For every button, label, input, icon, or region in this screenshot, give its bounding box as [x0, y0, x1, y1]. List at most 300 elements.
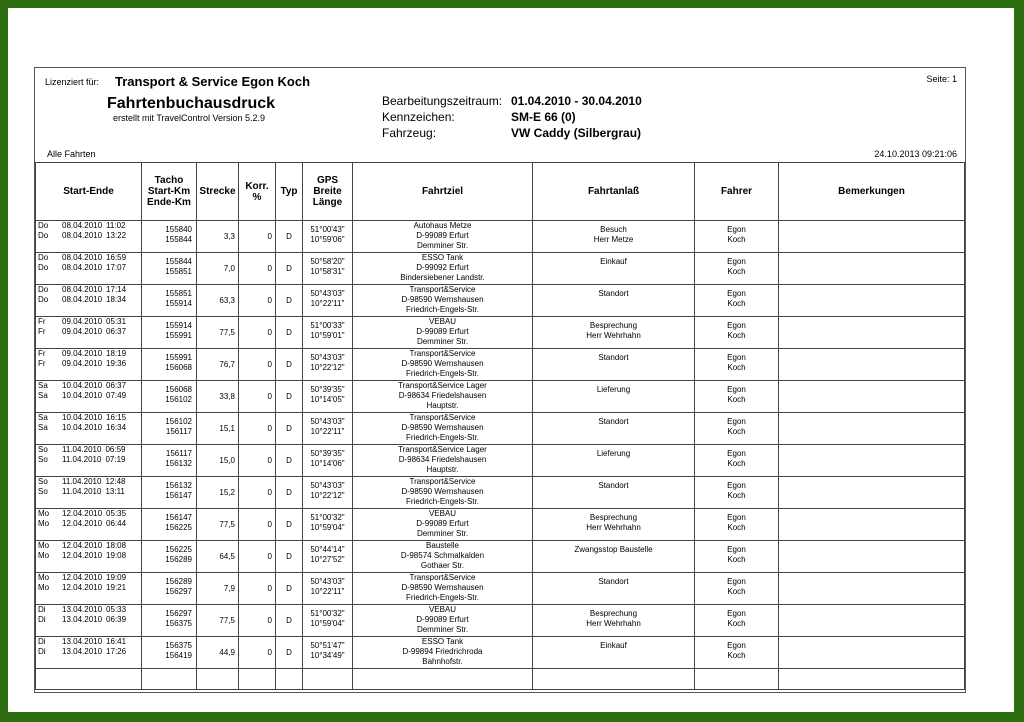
cell-fahrtanlass: [533, 605, 695, 637]
cell-gps: [303, 637, 353, 669]
col-bemerkungen: Bemerkungen: [779, 163, 965, 221]
cell-fahrtanlass: [533, 637, 695, 669]
weekday-start: Fr: [38, 349, 46, 358]
date-start: 11.04.2010: [62, 477, 102, 486]
ziel-street: Friedrich-Engels-Str.: [406, 433, 479, 442]
weekday-end: Do: [38, 263, 49, 272]
cell-fahrer: [695, 445, 779, 477]
table-row: [36, 445, 965, 477]
cell-fahrer: [695, 317, 779, 349]
anlass-contact: Herr Metze: [593, 235, 634, 244]
ziel-city: D-99089 Erfurt: [416, 327, 469, 336]
cell-bemerkungen: [779, 509, 965, 541]
cell-start-ende: [36, 541, 142, 573]
table-row: [36, 413, 965, 445]
cell-fahrtziel: [353, 573, 533, 605]
km-start: 155851: [165, 289, 192, 298]
anlass-contact: Herr Wehrhahn: [586, 331, 641, 340]
cell-start-ende: [36, 317, 142, 349]
cell-fahrtziel: [353, 285, 533, 317]
ziel-name: Baustelle: [426, 541, 459, 550]
anlass-reason: Lieferung: [596, 385, 631, 394]
cell-fahrtanlass: [533, 509, 695, 541]
fahrer-first: Egon: [727, 577, 746, 586]
time-end: 16:34: [106, 423, 127, 432]
cell-strecke: 77,5: [197, 317, 239, 349]
ziel-street: Bindersiebener Landstr.: [400, 273, 485, 282]
ziel-name: Transport&Service: [409, 477, 476, 486]
cell-fahrtanlass: [533, 349, 695, 381]
km-end: 155851: [165, 267, 192, 276]
time-start: 12:48: [105, 477, 126, 486]
cell-typ: D: [276, 477, 303, 509]
cell-fahrtziel: [353, 413, 533, 445]
km-end: 155914: [165, 299, 192, 308]
col-korr: Korr. %: [239, 163, 276, 221]
ziel-name: ESSO Tank: [421, 253, 464, 262]
ziel-street: Demminer Str.: [416, 337, 469, 346]
weekday-start: Do: [38, 285, 49, 294]
cell-strecke: 7,0: [197, 253, 239, 285]
cell-fahrer: [695, 349, 779, 381]
col-fahrtanlass: Fahrtanlaß: [533, 163, 695, 221]
date-end: 08.04.2010: [62, 231, 103, 240]
anlass-contact: [533, 555, 694, 565]
col-fahrer: Fahrer: [695, 163, 779, 221]
cell-fahrtanlass: [533, 445, 695, 477]
report-title: Fahrtenbuchausdruck: [107, 95, 276, 112]
cell-korr: 0: [239, 541, 276, 573]
ziel-street: Friedrich-Engels-Str.: [406, 497, 479, 506]
cell-km: [142, 349, 197, 381]
date-end: 12.04.2010: [62, 551, 103, 560]
cell-korr: 0: [239, 349, 276, 381]
anlass-contact: Herr Wehrhahn: [586, 619, 641, 628]
table-row: [36, 317, 965, 349]
cell-gps: [303, 541, 353, 573]
print-timestamp: 24.10.2013 09:21:06: [874, 149, 957, 159]
date-end: 08.04.2010: [62, 295, 103, 304]
cell-km: [142, 317, 197, 349]
gps-lon: 10°34'49": [310, 651, 345, 660]
time-end: 13:11: [105, 487, 125, 496]
cell-fahrer: [695, 477, 779, 509]
cell-strecke: 44,9: [197, 637, 239, 669]
time-end: 17:07: [106, 263, 127, 272]
fahrer-first: Egon: [727, 385, 746, 394]
ziel-city: D-98634 Friedelshausen: [398, 455, 487, 464]
vehicle-value: VW Caddy (Silbergrau): [511, 126, 642, 140]
report-subtitle: erstellt mit TravelControl Version 5.2.9: [113, 113, 266, 123]
fahrer-last: Koch: [727, 651, 746, 660]
table-row: [36, 509, 965, 541]
cell-fahrtanlass: [533, 221, 695, 253]
ziel-street: Friedrich-Engels-Str.: [406, 369, 479, 378]
fahrer-last: Koch: [727, 619, 746, 628]
cell-km: [142, 381, 197, 413]
ziel-name: ESSO Tank: [421, 637, 464, 646]
ziel-city: D-98590 Wernshausen: [401, 295, 484, 304]
km-start: 156068: [165, 385, 192, 394]
gps-lat: 50°43'03": [310, 289, 345, 298]
time-start: 05:31: [106, 317, 127, 326]
km-start: 156117: [165, 449, 192, 458]
gps-lon: 10°27'52": [310, 555, 345, 564]
cell-bemerkungen: [779, 381, 965, 413]
fahrer-last: Koch: [727, 587, 746, 596]
table-row: [36, 605, 965, 637]
ziel-name: Transport&Service: [409, 413, 476, 422]
anlass-reason: Besprechung: [589, 513, 638, 522]
anlass-contact: [533, 267, 694, 277]
cell-start-ende: [36, 381, 142, 413]
ziel-name: Autohaus Metze: [413, 221, 472, 230]
time-end: 07:19: [105, 455, 126, 464]
ziel-street: Bahnhofstr.: [422, 657, 463, 666]
cell-fahrer: [695, 605, 779, 637]
table-row-empty: [36, 669, 965, 690]
km-end: 156297: [165, 587, 192, 596]
ziel-city: D-99089 Erfurt: [416, 615, 469, 624]
cell-fahrtanlass: [533, 573, 695, 605]
gps-lon: 10°22'11": [310, 299, 345, 308]
weekday-end: Mo: [38, 583, 50, 592]
time-start: 05:35: [106, 509, 127, 518]
cell-km: [142, 541, 197, 573]
time-end: 19:36: [106, 359, 127, 368]
ziel-city: D-98590 Wernshausen: [401, 359, 484, 368]
fahrer-first: Egon: [727, 513, 746, 522]
ziel-name: Transport&Service Lager: [398, 381, 487, 390]
gps-lon: 10°22'12": [310, 491, 345, 500]
table-row: [36, 349, 965, 381]
anlass-reason: Standort: [598, 417, 629, 426]
vehicle-label: Fahrzeug:: [382, 126, 437, 140]
weekday-end: Do: [38, 231, 49, 240]
cell-gps: [303, 285, 353, 317]
weekday-start: Sa: [38, 381, 48, 390]
anlass-reason: Standort: [598, 577, 629, 586]
ziel-city: D-98590 Wernshausen: [401, 583, 484, 592]
gps-lon: 10°22'11": [310, 427, 345, 436]
cell-fahrtanlass: [533, 253, 695, 285]
gps-lat: 51°00'43": [310, 225, 345, 234]
km-start: 155840: [165, 225, 192, 234]
weekday-end: Fr: [38, 327, 46, 336]
time-end: 13:22: [106, 231, 127, 240]
fahrer-first: Egon: [727, 321, 746, 330]
time-start: 11:02: [106, 221, 126, 230]
cell-typ: D: [276, 285, 303, 317]
cell-km: [142, 477, 197, 509]
date-end: 11.04.2010: [62, 487, 102, 496]
table-row: [36, 541, 965, 573]
ziel-street: Hauptstr.: [426, 465, 459, 474]
cell-gps: [303, 413, 353, 445]
cell-bemerkungen: [779, 285, 965, 317]
date-start: 10.04.2010: [62, 413, 103, 422]
weekday-start: Do: [38, 253, 49, 262]
table-header-row: [36, 163, 965, 221]
period-label: Bearbeitungszeitraum:: [382, 94, 503, 108]
gps-lat: 50°43'03": [310, 577, 345, 586]
date-end: 12.04.2010: [62, 519, 103, 528]
cell-bemerkungen: [779, 221, 965, 253]
km-start: 155844: [165, 257, 192, 266]
cell-typ: D: [276, 349, 303, 381]
weekday-start: So: [38, 445, 48, 454]
cell-gps: [303, 509, 353, 541]
license-label: Lizenziert für:: [45, 77, 100, 87]
ziel-street: Demminer Str.: [416, 625, 469, 634]
km-start: 156375: [165, 641, 192, 650]
ziel-street: Friedrich-Engels-Str.: [406, 593, 479, 602]
ziel-city: D-99089 Erfurt: [416, 519, 469, 528]
cell-korr: 0: [239, 253, 276, 285]
plate-label: Kennzeichen:: [382, 110, 455, 124]
cell-start-ende: [36, 349, 142, 381]
cell-gps: [303, 221, 353, 253]
trip-log-table: [35, 162, 965, 690]
col-gps: GPS Breite Länge: [303, 163, 353, 221]
ziel-street: Gothaer Str.: [420, 561, 465, 570]
km-end: 156068: [165, 363, 192, 372]
cell-fahrer: [695, 637, 779, 669]
date-start: 12.04.2010: [62, 573, 103, 582]
fahrer-first: Egon: [727, 545, 746, 554]
ziel-name: Transport&Service: [409, 573, 476, 582]
cell-bemerkungen: [779, 445, 965, 477]
cell-strecke: 63,3: [197, 285, 239, 317]
gps-lat: 50°51'47": [310, 641, 345, 650]
anlass-reason: Standort: [598, 353, 629, 362]
cell-fahrer: [695, 541, 779, 573]
ziel-city: D-99894 Friedrichroda: [402, 647, 483, 656]
cell-typ: D: [276, 605, 303, 637]
anlass-reason: Standort: [598, 481, 629, 490]
cell-fahrer: [695, 221, 779, 253]
cell-fahrtziel: [353, 637, 533, 669]
ziel-name: Transport&Service Lager: [398, 445, 487, 454]
weekday-start: So: [38, 477, 48, 486]
km-start: 156297: [165, 609, 192, 618]
date-end: 11.04.2010: [62, 455, 102, 464]
date-start: 11.04.2010: [62, 445, 102, 454]
time-end: 06:37: [106, 327, 127, 336]
time-start: 16:41: [106, 637, 127, 646]
cell-korr: 0: [239, 637, 276, 669]
anlass-reason: Lieferung: [596, 449, 631, 458]
cell-fahrtziel: [353, 381, 533, 413]
cell-fahrtziel: [353, 317, 533, 349]
anlass-contact: [533, 587, 694, 597]
gps-lat: 51°00'32": [310, 609, 345, 618]
date-start: 10.04.2010: [62, 381, 103, 390]
cell-gps: [303, 573, 353, 605]
cell-korr: 0: [239, 285, 276, 317]
ziel-name: Transport&Service: [409, 349, 476, 358]
anlass-contact: [533, 651, 694, 661]
gps-lat: 50°43'03": [310, 353, 345, 362]
cell-fahrer: [695, 413, 779, 445]
fahrer-last: Koch: [727, 523, 746, 532]
gps-lon: 10°59'01": [310, 331, 345, 340]
col-tacho: Tacho Start-Km Ende-Km: [142, 163, 197, 221]
cell-fahrtanlass: [533, 317, 695, 349]
cell-strecke: 15,1: [197, 413, 239, 445]
cell-strecke: 64,5: [197, 541, 239, 573]
cell-gps: [303, 605, 353, 637]
filter-label: Alle Fahrten: [47, 149, 96, 159]
fahrer-last: Koch: [727, 363, 746, 372]
km-end: 155991: [165, 331, 192, 340]
anlass-contact: [533, 459, 694, 469]
time-end: 06:44: [106, 519, 127, 528]
cell-bemerkungen: [779, 317, 965, 349]
time-end: 18:34: [106, 295, 127, 304]
gps-lon: 10°22'11": [310, 587, 345, 596]
cell-fahrtanlass: [533, 381, 695, 413]
weekday-start: Di: [38, 637, 46, 646]
cell-strecke: 7,9: [197, 573, 239, 605]
cell-bemerkungen: [779, 477, 965, 509]
cell-gps: [303, 349, 353, 381]
cell-korr: 0: [239, 221, 276, 253]
anlass-contact: Herr Wehrhahn: [586, 523, 641, 532]
cell-korr: 0: [239, 605, 276, 637]
gps-lat: 50°43'03": [310, 481, 345, 490]
cell-gps: [303, 477, 353, 509]
ziel-city: D-98634 Friedelshausen: [398, 391, 487, 400]
km-end: 156419: [165, 651, 192, 660]
date-start: 08.04.2010: [62, 221, 103, 230]
cell-typ: D: [276, 381, 303, 413]
cell-km: [142, 221, 197, 253]
weekday-start: Sa: [38, 413, 48, 422]
ziel-street: Demminer Str.: [416, 241, 469, 250]
weekday-start: Mo: [38, 541, 50, 550]
cell-bemerkungen: [779, 605, 965, 637]
cell-korr: 0: [239, 381, 276, 413]
paper-sheet: [8, 8, 1014, 712]
cell-fahrtanlass: [533, 413, 695, 445]
fahrer-last: Koch: [727, 459, 746, 468]
time-start: 17:14: [106, 285, 127, 294]
table-row: [36, 477, 965, 509]
cell-korr: 0: [239, 477, 276, 509]
date-start: 12.04.2010: [62, 509, 103, 518]
cell-bemerkungen: [779, 573, 965, 605]
km-start: 155991: [165, 353, 192, 362]
page-number: Seite: 1: [926, 74, 957, 84]
cell-gps: [303, 317, 353, 349]
time-start: 16:59: [106, 253, 127, 262]
gps-lon: 10°14'05": [310, 395, 345, 404]
gps-lon: 10°59'04": [310, 619, 345, 628]
table-row: [36, 285, 965, 317]
cell-fahrtziel: [353, 541, 533, 573]
cell-korr: 0: [239, 413, 276, 445]
weekday-end: Di: [38, 615, 46, 624]
date-end: 09.04.2010: [62, 359, 103, 368]
km-end: 156289: [165, 555, 192, 564]
fahrer-first: Egon: [727, 417, 746, 426]
table-row: [36, 253, 965, 285]
km-start: 156225: [165, 545, 192, 554]
fahrer-first: Egon: [727, 289, 746, 298]
cell-bemerkungen: [779, 413, 965, 445]
cell-strecke: 76,7: [197, 349, 239, 381]
km-end: 156132: [165, 459, 192, 468]
date-start: 08.04.2010: [62, 285, 103, 294]
weekday-end: Do: [38, 295, 49, 304]
period-value: 01.04.2010 - 30.04.2010: [511, 94, 642, 108]
date-start: 08.04.2010: [62, 253, 103, 262]
ziel-city: D-99089 Erfurt: [416, 231, 469, 240]
fahrer-last: Koch: [727, 331, 746, 340]
gps-lon: 10°59'06": [310, 235, 345, 244]
anlass-contact: [533, 491, 694, 501]
time-start: 18:08: [106, 541, 127, 550]
anlass-reason: Standort: [598, 289, 629, 298]
cell-km: [142, 413, 197, 445]
cell-gps: [303, 253, 353, 285]
cell-typ: D: [276, 317, 303, 349]
gps-lat: 51°00'32": [310, 513, 345, 522]
table-row: [36, 573, 965, 605]
cell-km: [142, 285, 197, 317]
gps-lon: 10°14'06": [310, 459, 345, 468]
cell-start-ende: [36, 285, 142, 317]
time-end: 19:21: [106, 583, 127, 592]
weekday-start: Di: [38, 605, 46, 614]
gps-lat: 50°43'03": [310, 417, 345, 426]
col-fahrtziel: Fahrtziel: [353, 163, 533, 221]
table-row: [36, 221, 965, 253]
gps-lat: 50°44'14": [310, 545, 345, 554]
cell-typ: D: [276, 573, 303, 605]
weekday-end: Di: [38, 647, 46, 656]
anlass-contact: [533, 299, 694, 309]
gps-lon: 10°22'12": [310, 363, 345, 372]
date-end: 12.04.2010: [62, 583, 103, 592]
cell-km: [142, 445, 197, 477]
anlass-contact: [533, 395, 694, 405]
km-start: 156132: [165, 481, 192, 490]
fahrer-last: Koch: [727, 395, 746, 404]
fahrer-first: Egon: [727, 449, 746, 458]
cell-bemerkungen: [779, 637, 965, 669]
anlass-reason: Besprechung: [589, 321, 638, 330]
ziel-city: D-98574 Schmalkalden: [400, 551, 485, 560]
cell-fahrer: [695, 509, 779, 541]
cell-fahrtziel: [353, 445, 533, 477]
cell-km: [142, 509, 197, 541]
km-end: 155844: [165, 235, 192, 244]
weekday-start: Do: [38, 221, 49, 230]
fahrer-first: Egon: [727, 609, 746, 618]
gps-lon: 10°58'31": [310, 267, 345, 276]
cell-fahrtziel: [353, 349, 533, 381]
fahrer-last: Koch: [727, 267, 746, 276]
col-start-ende: Start-Ende: [36, 163, 142, 221]
cell-fahrtziel: [353, 509, 533, 541]
cell-start-ende: [36, 573, 142, 605]
cell-fahrtziel: [353, 605, 533, 637]
trip-rows: [36, 221, 965, 690]
cell-typ: D: [276, 221, 303, 253]
cell-fahrtziel: [353, 477, 533, 509]
